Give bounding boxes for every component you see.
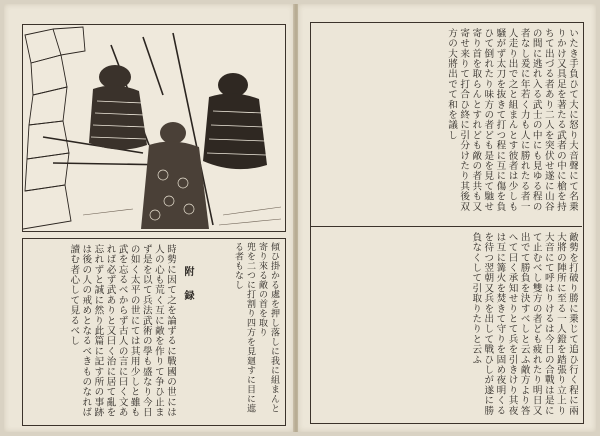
warrior-center [141, 122, 209, 229]
illustration-caption: 傾ひ掛かる處を押し落しに我に組まんと寄り來る敵の首を取り 兜を二つに打割り四方を見廻すに目に遮る者もなし [233, 242, 279, 413]
samurai-battle-illustration [22, 24, 286, 232]
right-page-divider [310, 226, 582, 227]
stone-wall [23, 27, 85, 229]
right-page [298, 4, 596, 432]
right-upper-text: いたき手負ひて大に怒り大音聲にて名乗りかけ又具足を著たる武者の中に槍を持ちて出づる者あり二人を突伏せ遂に山谷の間に逃れ入る武士の中にも見ゆる程の者なし爰に年若く力も人に勝れたる者一人走り出で之と組まんとす彼者は少しも騒がず太刀を抜きて打つ程に互に傷を負ひて倒れたり味方の者ども是を見て馳せ寄り首を取らんとすれども敵の者共も又寄せ来りて打合ひ終に引分けたり其後双方の大將出でて和を議し [446, 28, 578, 212]
woodblock-print [23, 25, 285, 231]
left-lower-text: 時勢に因て之を論ずるに戰國の世には人の心も荒く互に敵を作りて争ひ止まず是を以て兵法武術の學も盛なり今日の如く太平の世にては其用少しと雖も武を忘るべからず古人の言に曰く文あれば必ず武ありと又曰く治に居て亂を忘れずと誠に然り此篇に記す所の事跡は後の人の戒めとなるべきものなれば讀む者心して見るべし [68, 244, 176, 418]
left-page [4, 4, 294, 432]
right-lower-text: 敵勢を打破り勝に乗じて追ひ行く程に兩大將の陣所に至る一人鐙を踏張り立上り大音にて呼はりけるは今日の合戰は是にて止むべし雙方の者ども疲れたり明日又出でて勝負を決すべしと云ふ敵方より答へて曰く承知せりとて兵を引きけり其夜は互に篝火を焚きて守りを固め夜明くるを待つ翌朝又兵を出して戰ひしが遂に勝負なくして引取りたりと云ふ [470, 232, 578, 416]
appendix-heading: 附 録 [182, 254, 193, 302]
